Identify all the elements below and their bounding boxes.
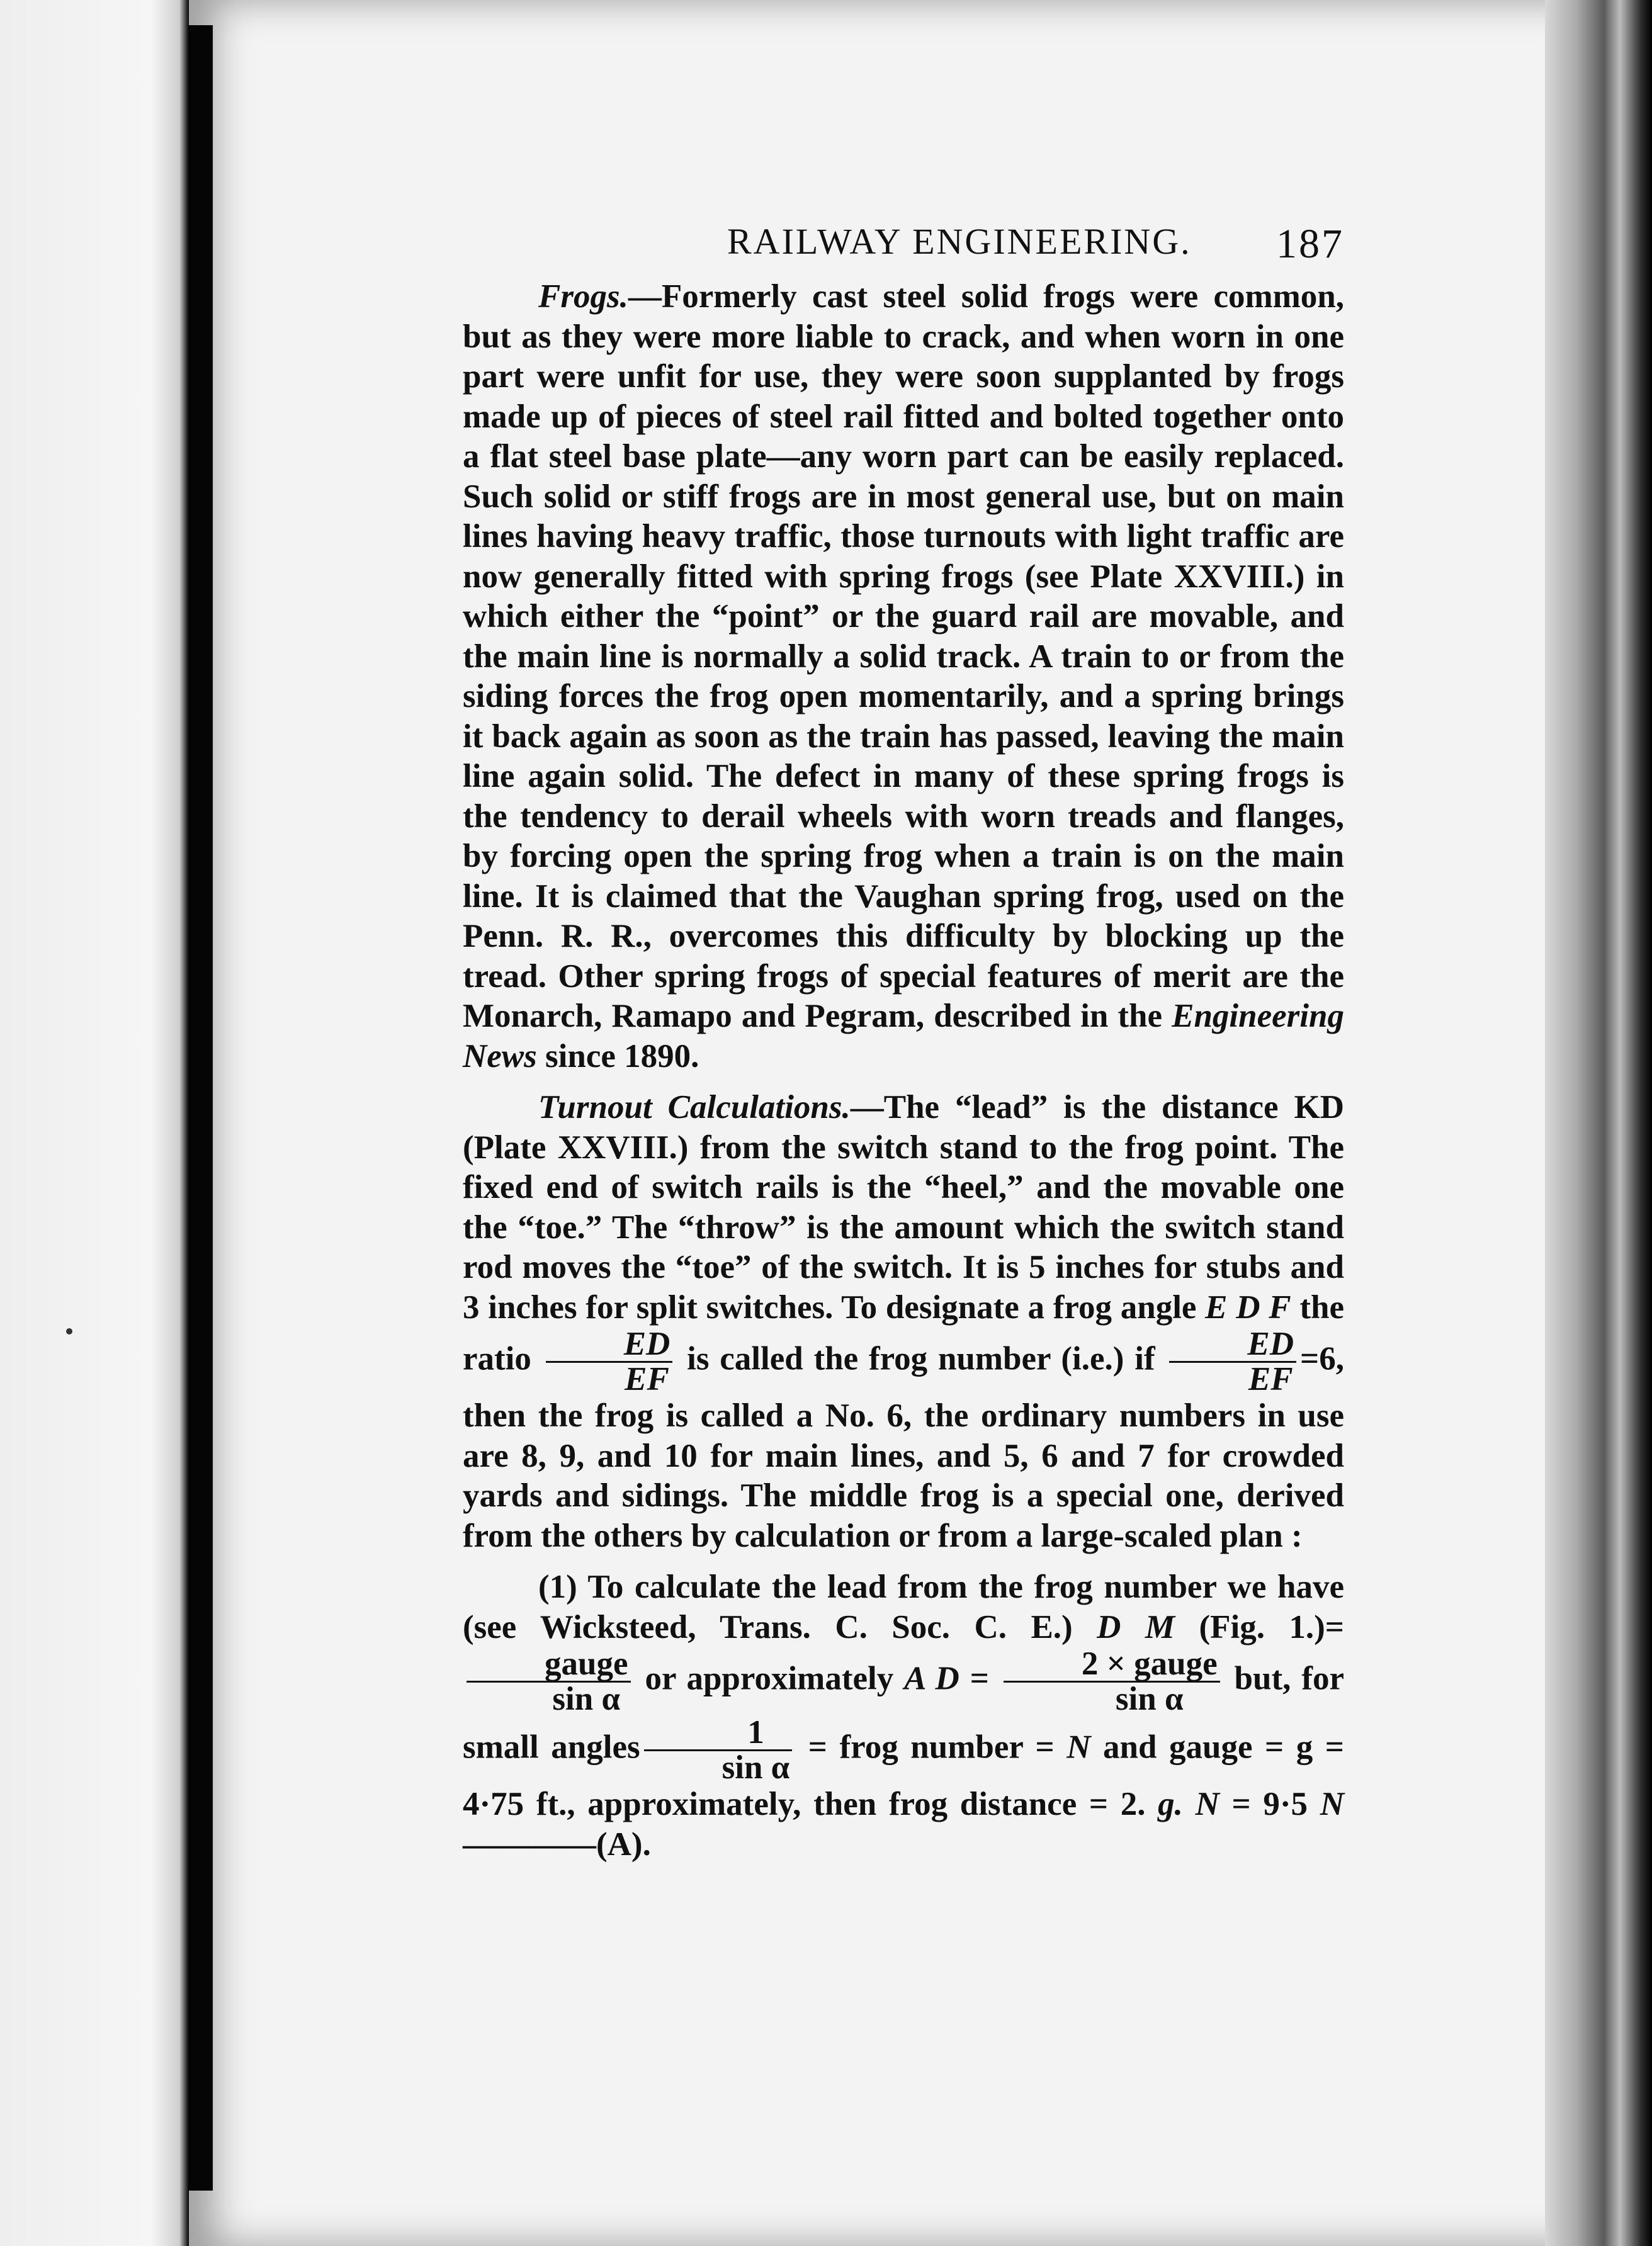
body-text [463,277,1344,1865]
paragraph-text: is called the frog number (i.e.) if [676,1340,1166,1377]
fraction-ed-ef-equation: $\frac{ED}{EF}$ [1169,1328,1296,1396]
paragraph-text: and gauge = g = 4·75 ft., approximately, then frog distance = 2. [463,1729,1344,1822]
math-n: N [1066,1729,1091,1766]
paragraph-frogs [463,277,1344,1076]
math-ad: A D [904,1660,959,1697]
journal-title: Engineering News [463,998,1344,1075]
paragraph-text: = frog number = [796,1729,1067,1766]
section-lead-frogs: Frogs. [538,278,628,315]
math-n: N [1320,1786,1344,1822]
math-gn: g. N [1158,1786,1219,1822]
running-header [727,214,1344,271]
page-stack-edge [1545,0,1652,2246]
paragraph-text: —Formerly cast steel solid frogs were common, but as they were more liable to crack, and when worn in one part were unfit for use, they were soon supplanted by frogs made up of pieces of steel rail fitted and bolted together onto a flat steel base plate—any worn part can be easily replaced. Such solid or stiff frogs are in most general use, but on main lines having heavy traffic, those turnouts with light traffic are now generally fitted with spring frogs (see Plate XXVIII.) in which either the “point” or the guard rail are movable, and the main line is normally a solid track. A train to or from the siding forces the frog open momentarily, and a spring brings it back again as soon as the train has passed, leaving the main line again solid. The defect in many of these spring frogs is the tendency to derail wheels with worn treads and flanges, by forcing open the spring frog when a train is on the main line. It is claimed that the Vaughan spring frog, used on the Penn. R. R., overcomes this difficulty by blocking up the tread. Other spring frogs of special features of merit are the Monarch, Ramapo and Pegram, described in the [463,278,1344,1034]
paragraph-text: —The “lead” is the distance KD (Plate XXVIII.) from the switch stand to the frog point. The fixed end of switch rails is the “heel,” and the movable one the “toe.” The “throw” is the amount which the switch stand rod moves the “toe” of the switch. It is 5 inches for stubs and 3 inches for split switches. To designate a frog angle [463,1089,1344,1326]
fraction-2gauge-sin: $\frac{\text{2 × gauge}}{\text{sin α}}$ [1004,1647,1220,1716]
running-title: RAILWAY ENGINEERING. [727,221,1192,262]
page-gutter-shadow [189,25,213,2191]
paragraph-text: (1) To calculate the lead from the frog number we have (see Wicksteed, Trans. C. Soc. C. E.) [463,1569,1344,1645]
paragraph-turnout [463,1088,1344,1556]
paragraph-text: (Fig. 1.)= [1175,1608,1344,1645]
page-number: 187 [1276,221,1344,267]
facing-page-edge [0,0,189,2246]
paragraph-text: or approximately [634,1660,905,1697]
paragraph-text: since 1890. [536,1037,699,1075]
paragraph-text: =6, then the frog is called a No. 6, the ordinary numbers in use are 8, 9, and 10 for main lines, and 5, 6 and 7 for crowded yards and sidings. The middle frog is a special one, derived from the others by calculation or from a large-scaled plan : [463,1340,1344,1554]
paragraph-text: the ratio [463,1289,1344,1377]
fraction-ed-ef: $\frac{ED}{EF}$ [546,1328,673,1396]
math-angle: E D F [1205,1289,1291,1326]
scan-speck [66,1328,72,1335]
paragraph-text: = [959,1660,1000,1697]
paragraph-text: = 9·5 [1219,1786,1320,1822]
section-lead-turnout: Turnout Calculations. [538,1089,851,1126]
fraction-gauge-sin: $\frac{\text{gauge}}{\text{sin α}}$ [467,1647,631,1716]
fraction-1-sin: $\frac{1}{\text{sin α}}$ [644,1716,793,1785]
paragraph-lead-calc [463,1567,1344,1865]
paragraph-text: ————(A). [463,1826,651,1863]
math-dm: D M [1097,1608,1175,1645]
paragraph-text: but, for small angles [463,1660,1344,1766]
